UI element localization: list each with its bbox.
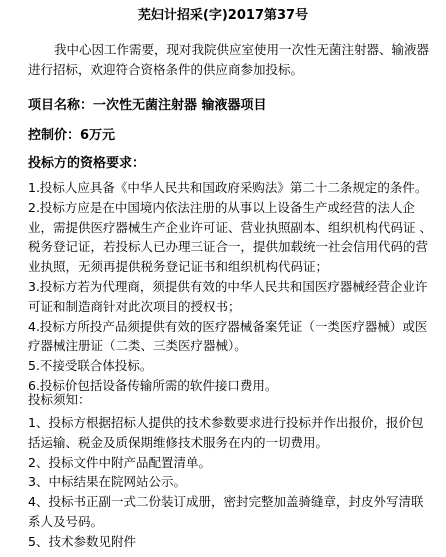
notice-item: 5、技术参数见附件	[28, 533, 136, 549]
requirement-item: 6.投标价包括设备传输所需的软件接口费用。	[28, 377, 278, 393]
control-price: 控制价：6万元	[28, 128, 116, 143]
intro-paragraph: 我中心因工作需要，现对我院供应室使用一次性无菌注射器、输液器进行招标，欢迎符合资格条件的供应商参加投标。	[28, 42, 430, 77]
notice-list	[28, 413, 432, 552]
notice-item: 2、投标文件中附产品配置清单。	[28, 454, 211, 470]
requirement-item: 4.投标方所投产品须提供有效的医疗器械备案凭证（一类医疗器械）或医疗器械注册证（二类、三类医疗器械）。	[28, 318, 428, 354]
requirement-item: 3.投标方若为代理商，须提供有效的中华人民共和国医疗器械经营企业许可证和制造商针对此次项目的授权书；	[28, 278, 428, 314]
requirements-list	[28, 178, 432, 396]
requirement-item: 2.投标方应是在中国境内依法注册的从事以上设备生产或经营的法人企业，需提供医疗器械生产企业许可证、营业执照副本、组织机构代码证 、税务登记证，若投标人已办理三证合一，提供加载统一社会信用代码的营业执照，无须再提供税务登记证书和组织机构代码证；	[28, 199, 432, 275]
requirement-item: 5.不接受联合体投标。	[28, 358, 153, 374]
requirements-heading: 投标方的资格要求：	[28, 156, 146, 171]
notice-item: 3、中标结果在院网站公示。	[28, 474, 186, 490]
notice-heading: 投标须知：	[28, 392, 91, 407]
document-title: 芜妇计招采(字)2017第37号	[137, 8, 309, 23]
requirement-item: 1.投标人应具备《中华人民共和国政府采购法》第二十二条规定的条件。	[28, 180, 428, 195]
project-name: 项目名称：一次性无菌注射器 输液器项目	[28, 98, 267, 113]
notice-item: 4、投标书正副一式二份装订成册，密封完整加盖骑缝章，封皮外写清联系人及号码。	[28, 494, 424, 529]
notice-item: 1、投标方根据招标人提供的技术参数要求进行投标并作出报价，报价包括运输、税金及质保期维修技术服务在内的一切费用。	[28, 415, 424, 450]
